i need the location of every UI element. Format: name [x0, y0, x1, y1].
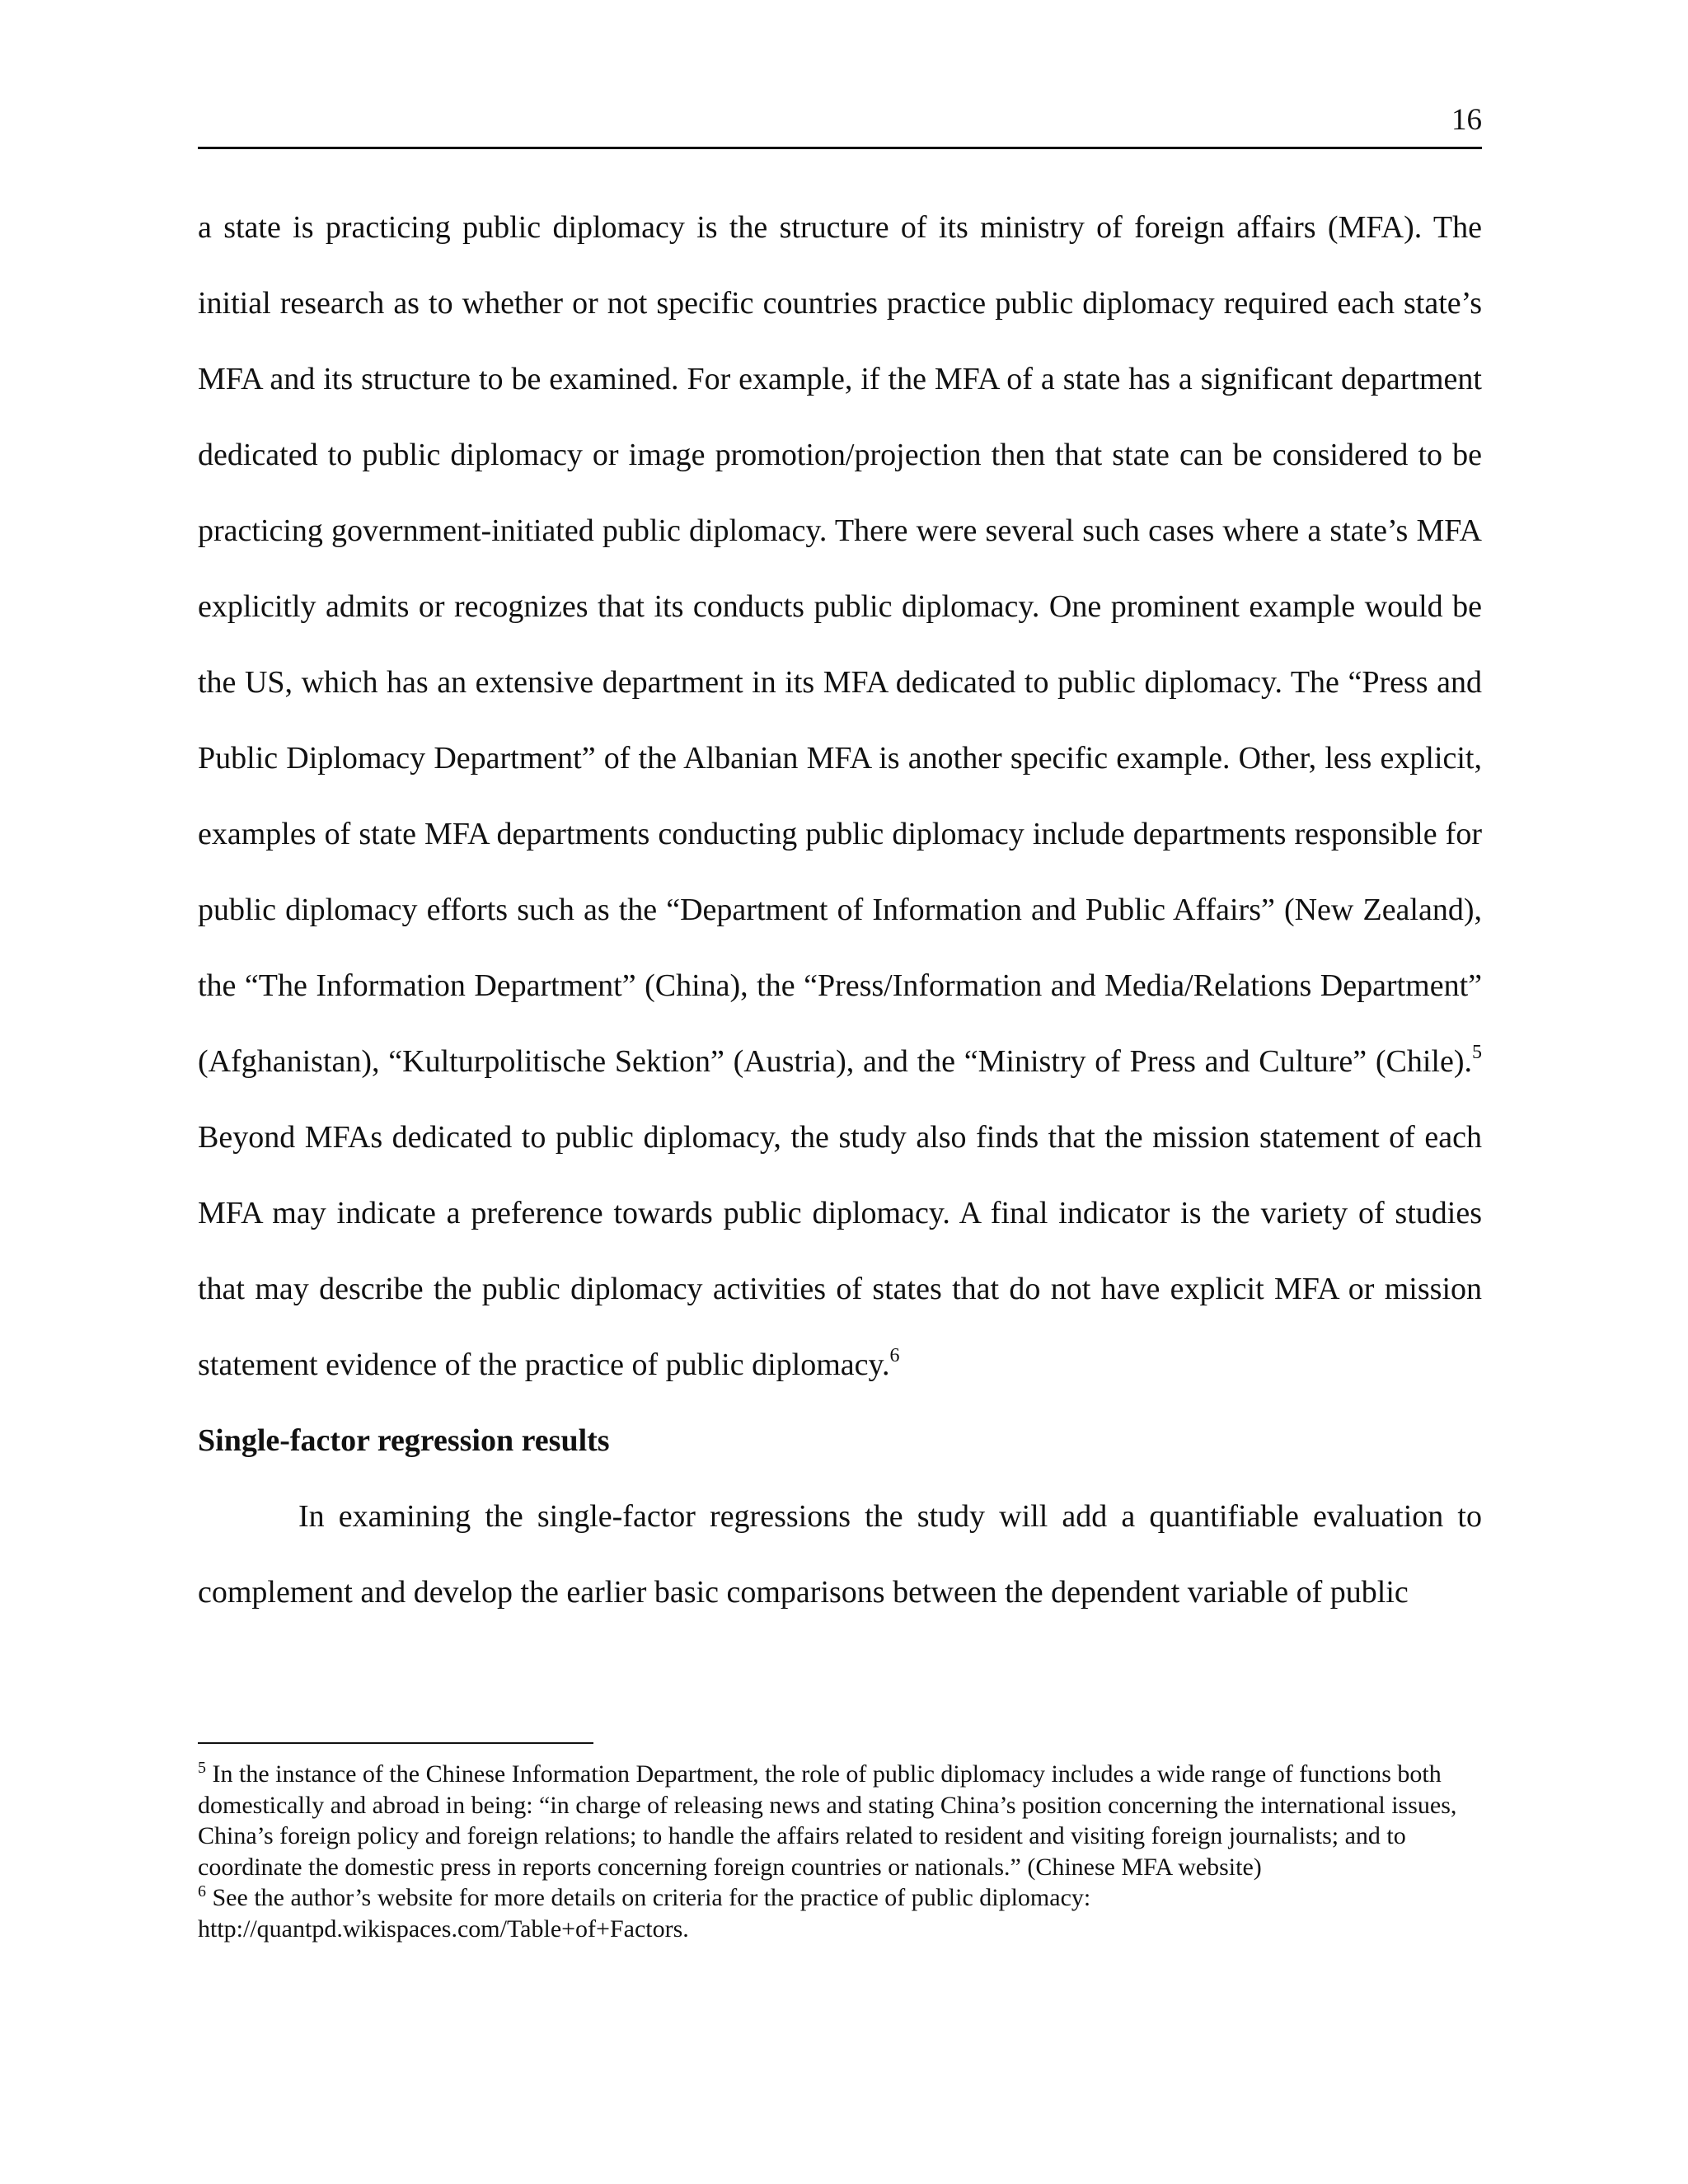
page-number: 16	[1451, 103, 1482, 137]
footnote-5	[198, 1759, 1484, 1882]
footnote-text: In the instance of the Chinese Information Department, the role of public diplomacy includes a wide range of functions both domestically and abroad in being: “in charge of releasing news and stating China’s position concerning the international issues, China’s foreign policy and foreign relations; to handle the affairs related to resident and visiting foreign journalists; and to coordinate the domestic press in reports concerning foreign countries or nationals.” (Chinese MFA website)	[198, 1760, 1457, 1881]
footnote-number: 5	[198, 1759, 206, 1777]
paragraph-text: Beyond MFAs dedicated to public diplomacy, the study also finds that the mission statement of each MFA may indicate a preference towards public diplomacy. A final indicator is the variety of studies that may describe the public diplomacy activities of states that do not have explicit MFA or mission statement evidence of the practice of public diplomacy.	[198, 1120, 1482, 1382]
footnotes	[198, 1759, 1484, 1944]
body-text	[198, 190, 1482, 1630]
footnote-marker-5: 5	[1472, 1042, 1482, 1064]
footnote-separator	[198, 1742, 593, 1744]
header-rule	[198, 147, 1482, 149]
body-paragraph	[198, 190, 1482, 1403]
section-heading: Single-factor regression results	[198, 1423, 610, 1458]
paragraph-text: a state is practicing public diplomacy is the structure of its ministry of foreign affairs (MFA). The initial research as to whether or not specific countries practice public diplomacy required each state’s MFA and its structure to be examined. For example, if the MFA of a state has a significant department dedicated to public diplomacy or image promotion/projection then that state can be considered to be practicing government-initiated public diplomacy. There were several such cases where a state’s MFA explicitly admits or recognizes that its conducts public diplomacy. One prominent example would be the US, which has an extensive department in its MFA dedicated to public diplomacy. The “Press and Public Diplomacy Department” of the Albanian MFA is another specific example. Other, less explicit, examples of state MFA departments conducting public diplomacy include departments responsible for public diplomacy efforts such as the “Department of Information and Public Affairs” (New Zealand), the “The Information Department” (China), the “Press/Information and Media/Relations Department” (Afghanistan), “Kulturpolitische Sektion” (Austria), and the “Ministry of Press and Culture” (Chile).	[198, 210, 1482, 1079]
footnote-url: http://quantpd.wikispaces.com/Table+of+Factors.	[198, 1915, 689, 1943]
footnote-number: 6	[198, 1882, 206, 1900]
footnote-marker-6: 6	[889, 1345, 900, 1367]
body-paragraph: In examining the single-factor regressions the study will add a quantifiable evaluation to complement and develop the earlier basic comparisons between the dependent variable of public	[198, 1499, 1482, 1610]
footnote-text: See the author’s website for more details on criteria for the practice of public diplomacy:	[206, 1884, 1091, 1911]
footnote-6	[198, 1882, 1484, 1944]
